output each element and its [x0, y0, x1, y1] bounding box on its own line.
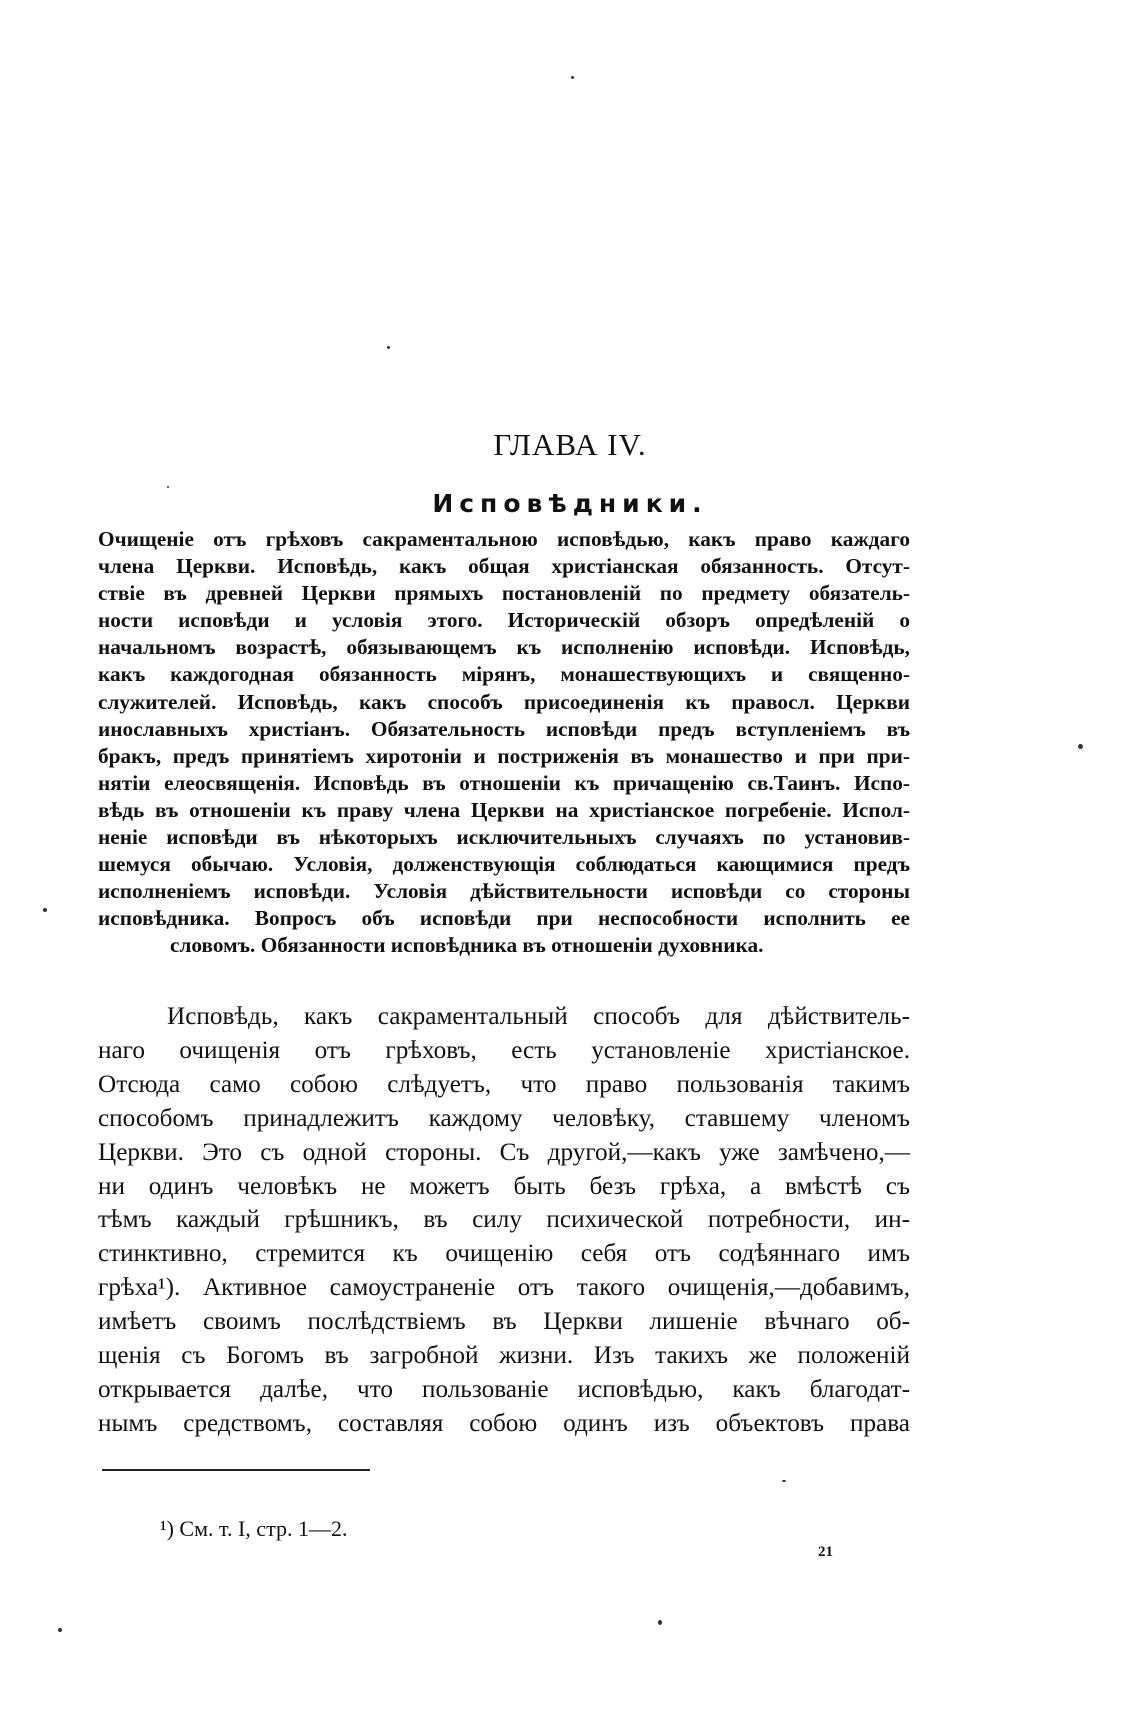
scan-speck — [658, 1620, 662, 1625]
summary-line: исполненіемъ исповѣди. Условія дѣйствительности исповѣди со стороны — [98, 879, 910, 904]
footnote-divider — [102, 1469, 370, 1471]
body-paragraph — [98, 1000, 910, 1441]
summary-line: нятіи елеосвященія. Исповѣдь въ отношеніи къ причащенію св.Таинъ. Испо- — [98, 770, 910, 795]
footnote-text: См. т. I, стр. 1—2. — [179, 1516, 348, 1541]
body-line: имѣетъ своимъ послѣдствіемъ въ Церкви лишеніе вѣчнаго об- — [98, 1308, 910, 1336]
summary-line: члена Церкви. Исповѣдь, какъ общая христіанская обязанность. Отсут- — [98, 554, 910, 579]
summary-line: Очищеніе отъ грѣховъ сакраментальною исповѣдью, какъ право каждаго — [98, 527, 910, 551]
summary-line: исповѣдника. Вопросъ объ исповѣди при неспособности исполнить ее — [98, 906, 910, 931]
scan-speck — [1078, 744, 1083, 749]
summary-line: ности исповѣди и условія этого. Историческій обзоръ опредѣленій о — [98, 608, 910, 633]
scan-speck — [167, 486, 169, 488]
signature-mark: 21 — [818, 1544, 833, 1560]
summary-line: бракъ, предъ принятіемъ хиротоніи и постриженія въ монашество и при при- — [98, 743, 910, 768]
scan-speck — [571, 76, 574, 79]
body-line: Церкви. Это съ одной стороны. Съ другой,—какъ уже замѣчено,— — [98, 1138, 910, 1166]
summary-line: вѣдь въ отношеніи къ праву члена Церкви на христіанское погребеніе. Испол- — [98, 797, 910, 822]
body-line: стинктивно, стремится къ очищенію себя отъ содѣяннаго имъ — [98, 1240, 910, 1268]
summary-line: служителей. Исповѣдь, какъ способъ присоединенія къ правосл. Церкви — [98, 689, 910, 714]
body-line: способомъ принадлежитъ каждому человѣку, ставшему членомъ — [98, 1104, 910, 1132]
chapter-title: ГЛАВА IV. — [493, 426, 647, 462]
summary-last-line: словомъ. Обязанности исповѣдника въ отношеніи духовника. — [170, 933, 764, 958]
body-line: ни одинъ человѣкъ не можетъ быть безъ грѣха, а вмѣстѣ съ — [98, 1172, 910, 1200]
body-line: щенія съ Богомъ въ загробной жизни. Изъ такихъ же положеній — [98, 1342, 910, 1370]
scan-speck — [387, 346, 390, 349]
chapter-summary — [98, 526, 910, 960]
body-line: нымъ средствомъ, составляя собою одинъ изъ объектовъ права — [98, 1409, 910, 1437]
body-line: Исповѣдь, какъ сакраментальный способъ для дѣйствитель- — [167, 1003, 910, 1030]
footnote-marker: ¹) — [160, 1516, 174, 1541]
body-line: открывается далѣе, что пользованіе исповѣдью, какъ благодат- — [98, 1375, 910, 1403]
scan-speck — [782, 1480, 786, 1482]
summary-line: неніе исповѣди въ нѣкоторыхъ исключительныхъ случаяхъ по установив- — [98, 825, 910, 850]
summary-line: шемуся обычаю. Условія, долженствующія соблюдаться кающимися предъ — [98, 852, 910, 877]
footnote — [160, 1516, 347, 1542]
summary-line: инославныхъ христіанъ. Обязательность исповѣди предъ вступленіемъ въ — [98, 716, 910, 741]
summary-line: ствіе въ древней Церкви прямыхъ постановленій по предмету обязатель- — [98, 581, 910, 606]
body-line: наго очищенія отъ грѣховъ, есть установленіе христіанское. — [98, 1036, 910, 1064]
chapter-subtitle: Исповѣдники. — [432, 488, 708, 518]
body-line: тѣмъ каждый грѣшникъ, въ силу психической потребности, ин- — [98, 1206, 910, 1234]
summary-line: какъ каждогодная обязанность мірянъ, монашествующихъ и священно- — [98, 662, 910, 687]
body-line: грѣха¹). Активное самоустраненіе отъ такого очищенія,—добавимъ, — [98, 1274, 910, 1302]
body-line: Отсюда само собою слѣдуетъ, что право пользованія такимъ — [98, 1070, 910, 1098]
scan-speck — [58, 1628, 62, 1632]
scan-speck — [43, 908, 47, 912]
summary-line: начальномъ возрастѣ, обязывающемъ къ исполненію исповѣди. Исповѣдь, — [98, 635, 910, 660]
